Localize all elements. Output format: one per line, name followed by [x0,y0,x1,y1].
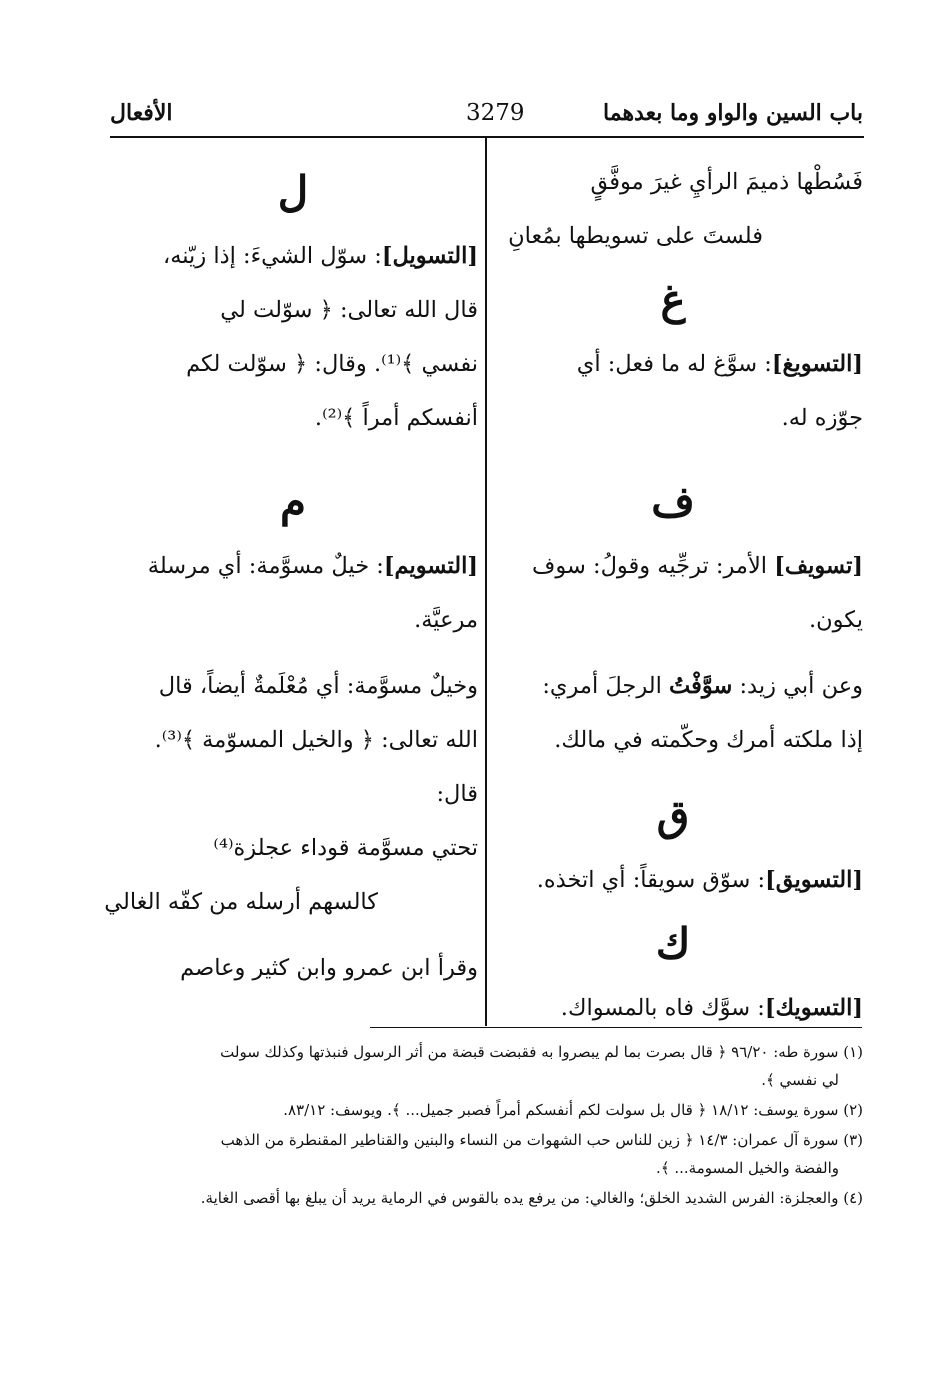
entry-text: قال: [436,781,478,807]
entry-term: [التسويم] [383,553,478,579]
section-letter-mim: م [279,477,306,526]
footnote-line: (٣) سورة آل عمران: ١٤/٣ ﴿ زين للناس حب الشهوات من النساء والبنين والقناطير المقنطرة من الذهب [220,1131,863,1149]
entry-text: وقرأ ابن عمرو وابن كثير وعاصم [180,955,478,981]
entry-text: : سوَّغ له ما فعل: أي [576,351,772,377]
entry-text: قال الله تعالى: ﴿ سوّلت لي [220,297,478,323]
entry-term: سوَّفْتُ [669,673,733,699]
footnote-line: (٤) والعجلزة: الفرس الشديد الخلق؛ والغالي: من يرفع يده بالقوس في الرماية يريد أن يبلغ بها أقصى الغاية. [200,1189,863,1207]
left-column [104,155,478,995]
entry-text: جوّزه له. [781,405,863,431]
section-letter-qaf: ق [656,791,690,840]
entry-term: [التسويك] [764,995,863,1021]
entry-term: [تسويف] [774,553,863,579]
entry-text: يكون. [809,607,863,633]
entry-text: الله تعالى: ﴿ والخيل المسوّمة ﴾⁽³⁾. [154,727,478,753]
entry-taswim [108,539,478,593]
footnote [103,1096,863,1124]
entry-text: الأمر: ترجِّيه وقولُ: سوف [532,553,775,579]
footnote [103,1038,863,1094]
entry-taswif [483,539,863,593]
entry-text: وخيلٌ مسوَّمة: أي مُعْلَمةٌ أيضاً، قال [158,673,478,699]
footnote [103,1184,863,1212]
entry-taswigh [483,337,863,391]
entry-text: أنفسكم أمراً ﴾⁽²⁾. [314,405,478,431]
entry-taswil [108,229,478,283]
entry-text: : سوَّك فاه بالمسواك. [560,995,765,1021]
running-header-chapter: باب السين والواو وما بعدهما [603,100,863,126]
footnote-line: لي نفسي ﴾. [761,1071,839,1089]
entry-text: إذا ملكته أمرك وحكّمته في مالك. [554,727,863,753]
footnotes [103,1038,863,1214]
entry-text: : سوّل الشيءَ: إذا زيّنه، [162,243,382,269]
entry-abu-zayd [483,659,863,713]
entry-text: مرعيَّة. [414,607,478,633]
verse-line: فلستَ على تسويطها بمُعانِ [508,223,763,249]
entry-taswiq [483,853,863,907]
entry-text: نفسي ﴾⁽¹⁾. وقال: ﴿ سوّلت لكم [186,351,478,377]
entry-term: [التسويغ] [771,351,863,377]
entry-term: [التسويق] [765,867,863,893]
section-letter-lam: ل [277,167,309,216]
entry-text: الرجلَ أمري: [542,673,669,699]
footnote-line: والفضة والخيل المسومة... ﴾. [656,1159,839,1177]
entry-term: [التسويل] [381,243,478,269]
section-letter-kaf: ك [655,919,691,968]
footnote [103,1126,863,1182]
footnote-line: (٢) سورة يوسف: ١٨/١٢ ﴿ قال بل سولت لكم أنفسكم أمراً فصبر جميل... ﴾. ويوسف: ٨٣/١٢. [283,1101,863,1119]
header-rule [110,136,864,138]
verse-line: فَسُطْها ذميمَ الرأيِ غيرَ موفَّقٍ [590,169,863,195]
entry-text: وعن أبي زيد: [732,673,863,699]
section-letter-fa: ف [651,477,695,526]
running-header-section: الأفعال [110,100,173,126]
entry-text: : سوّق سويقاً: أي اتخذه. [536,867,766,893]
section-letter-ghain: غ [660,275,686,324]
poem-line: تحتي مسوَّمة قوداء عجلزة⁽⁴⁾ [213,835,478,861]
right-column [483,155,863,1035]
footnote-line: (١) سورة طه: ٩٦/٢٠ ﴿ قال بصرت بما لم يبصروا به فقبضت قبضة من أثر الرسول فنبذتها وكذلك سولت [220,1043,863,1061]
entry-taswik [483,981,863,1035]
entry-text: : خيلٌ مسوَّمة: أي مرسلة [147,553,384,579]
poem-line: كالسهم أرسله من كفّه الغالي [104,889,378,915]
page-number: 3279 [466,100,525,126]
